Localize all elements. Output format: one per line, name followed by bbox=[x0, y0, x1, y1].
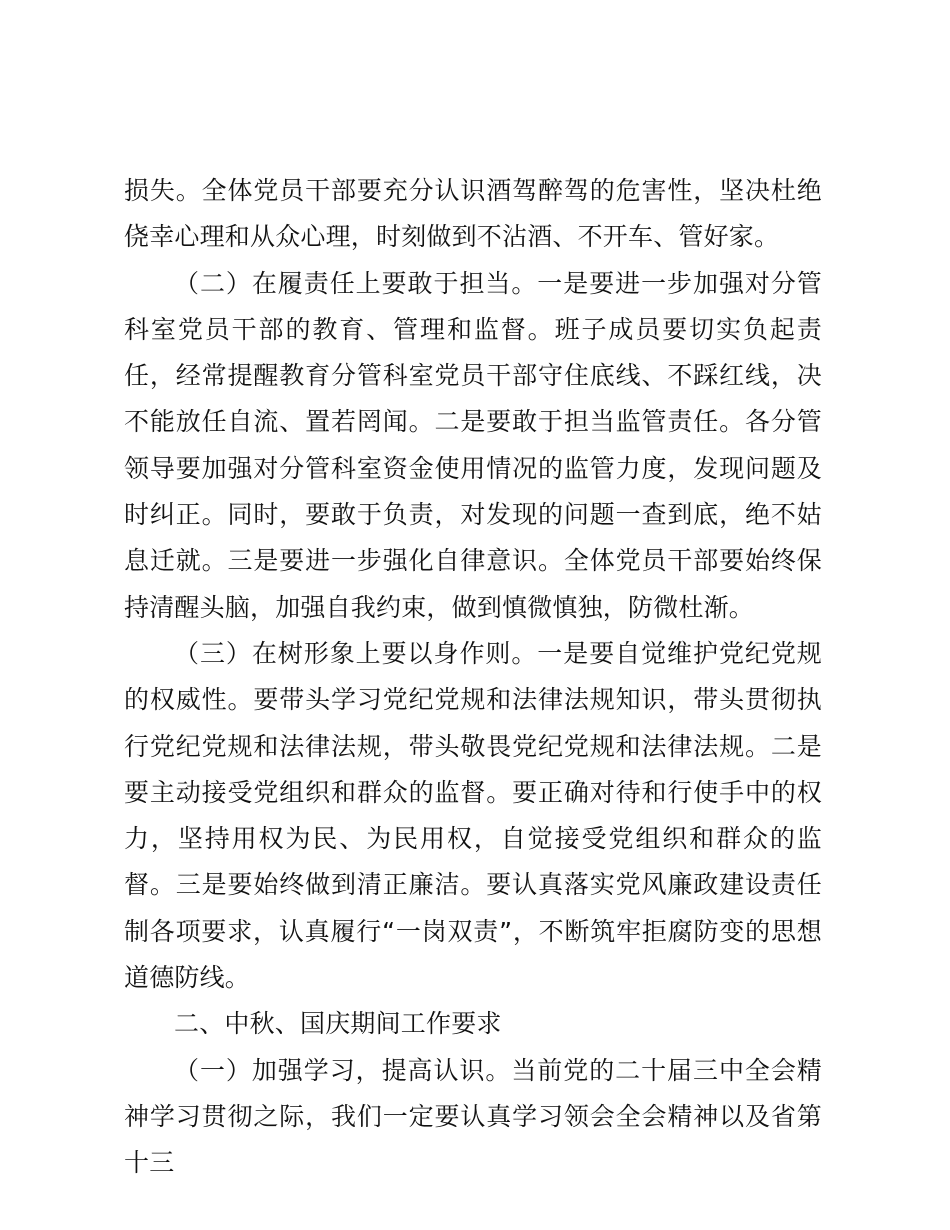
paragraph-section-2: （二）在履责任上要敢于担当。一是要进一步加强对分管科室党员干部的教育、管理和监督。班子成员要切实负起责任，经常提醒教育分管科室党员干部守住底线、不踩红线，决不能放任自流、置若罔闻。二是要敢于担当监管责任。各分管领导要加强对分管科室资金使用情况的监管力度，发现问题及时纠正。同时，要敢于负责，对发现的问题一查到底，绝不姑息迁就。三是要进一步强化自律意识。全体党员干部要始终保持清醒头脑，加强自我约束，做到慎微慎独，防微杜渐。 bbox=[124, 268, 822, 622]
document-body bbox=[124, 168, 822, 1187]
paragraph-section-3: （三）在树形象上要以身作则。一是要自觉维护党纪党规的权威性。要带头学习党纪党规和法律法规知识，带头贯彻执行党纪党规和法律法规，带头敬畏党纪党规和法律法规。二是要主动接受党组织和群众的监督。要正确对待和行使手中的权力，坚持用权为民、为民用权，自觉接受党组织和群众的监督。三是要始终做到清正廉洁。要认真落实党风廉政建设责任制各项要求，认真履行“一岗双责”，不断筑牢拒腐防变的思想道德防线。 bbox=[124, 638, 822, 993]
section-heading: 二、中秋、国庆期间工作要求 bbox=[174, 1009, 502, 1039]
paragraph-continuation: 损失。全体党员干部要充分认识酒驾醉驾的危害性，坚决杜绝侥幸心理和从众心理，时刻做到不沾酒、不开车、管好家。 bbox=[124, 176, 822, 252]
paragraph-subsection-1: （一）加强学习，提高认识。当前党的二十届三中全会精神学习贯彻之际，我们一定要认真学习领会全会精神以及省第十三 bbox=[124, 1055, 822, 1178]
